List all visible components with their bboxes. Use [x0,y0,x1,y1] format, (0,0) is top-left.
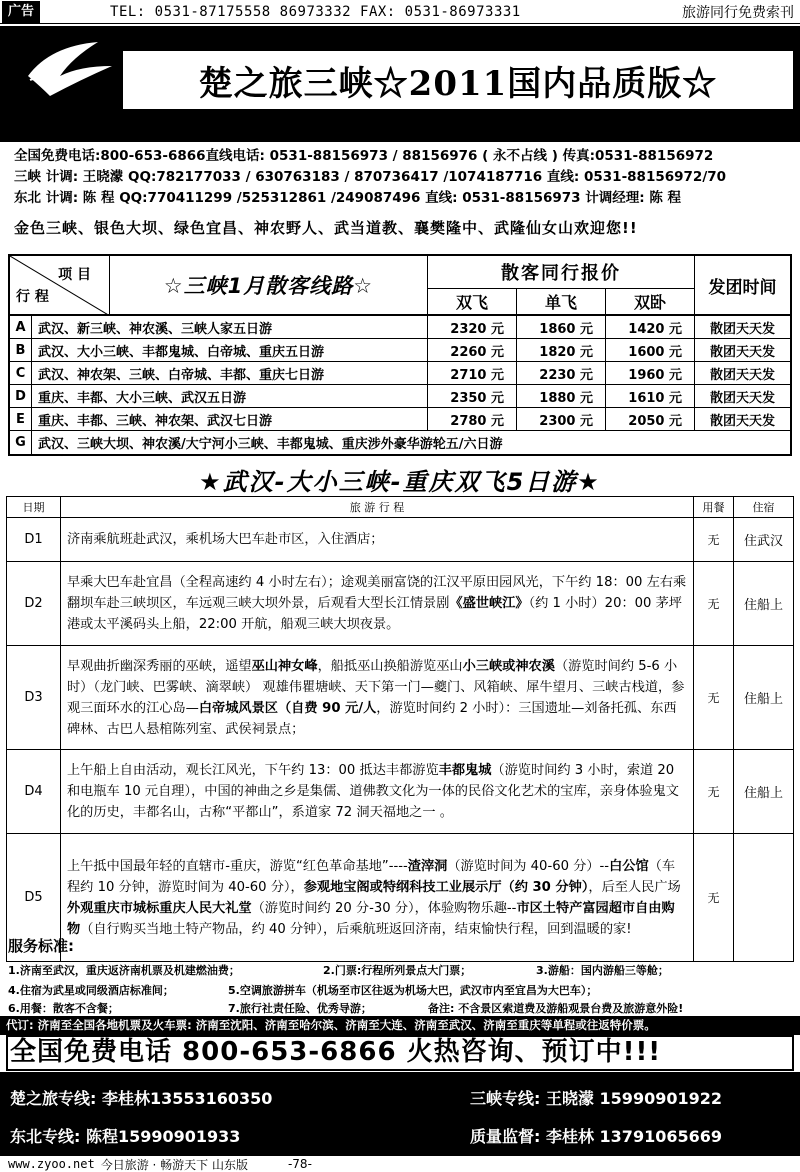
contact-quality: 质量监督: 李桂林 13791065669 [470,1127,723,1146]
route-row [10,431,790,454]
meal: 无 [694,834,734,962]
route-code: G [10,431,32,454]
corner-item-label: 项 目 [58,267,91,283]
free-catalog-label: 旅游同行免费索刊 [682,4,794,21]
meal: 无 [694,518,734,562]
banner-title: 楚之旅三峡☆2011国内品质版☆ [120,48,796,112]
itinerary-table [6,496,794,962]
day-label: D2 [7,562,61,646]
itinerary-row [7,834,794,962]
route-name: 武汉、新三峡、神农溪、三峡人家五日游 [32,316,428,338]
price-double-sleeper: 2050 元 [606,408,695,430]
route-code: D [10,385,32,407]
publication-tag: 今日旅游 · 畅游天下 山东版 [100,1157,248,1172]
day-description: 上午抵中国最年轻的直辖市-重庆，游览“红色革命基地”----渣滓洞（游览时间为 40-60 分）--白公馆（车程约 10 分钟，游览时间为 40-60 分），参观地宝阁或特纲科技工业展示厅（约 30 分钟），后至人民广场外观重庆市城标重庆人民大礼堂（游览时间约 20 分-30 分），体验购物乐趣--市区土特产富园超市自由购物（自行购买当地土特产物品，约 40 分钟），后乘航班返回济南，结束愉快行程，回到温暖的家! [61,834,694,962]
day-description: 早乘大巴车赴宜昌（全程高速约 4 小时左右）；途观美丽富饶的江汉平原田园风光，下午约 18：00 左右乘翻坝车赴三峡坝区，车远观三峡大坝外景，后观看大型长江情景剧《盛世峡江》（约 1 小时）20：00 茅坪港或太平溪码头上船，22:00 开航，船观三峡大坝夜景。 [61,562,694,646]
col-single-flight: 单飞 [517,289,606,314]
price-single-flight: 1880 元 [517,385,606,407]
route-row [10,385,790,408]
price-double-sleeper: 1600 元 [606,339,695,361]
route-code: C [10,362,32,384]
day-description: 上午船上自由活动，观长江风光，下午约 13：00 抵达丰都游览丰都鬼城（游览时间约 3 小时，索道 20 和电瓶车 10 元自理），中国的神曲之乡是集儒、道佛教文化为一体的民俗文化艺术的宝库，亲身体验鬼文化的历史，丰都名山，古称“平都山”，系道家 72 洞天福地之一 。 [61,750,694,834]
meal: 无 [694,646,734,750]
agent-booking-bar: 代订: 济南至全国各地机票及火车票: 济南至沈阳、济南至哈尔滨、济南至大连、济南至武汉、济南至重庆等单程或往返特价票。 [0,1016,800,1035]
price-header-group [428,256,695,314]
price-double-sleeper: 1420 元 [606,316,695,338]
top-bar [0,0,800,24]
day-description: 早观曲折幽深秀丽的巫峡，遥望巫山神女峰，船抵巫山换船游览巫山小三峡或神农溪（游览时间约 5-6 小时）（龙门峡、巴雾峡、滴翠峡） 观雄伟瞿塘峡、天下第一门—夔门、风箱峡、犀牛望月、三峡古栈道，参观三面环水的江心岛—白帝城风景区（自费 90 元/人，游览时间约 2 小时）：三国遗址—刘备托孤、东西碑林、古巴人悬棺陈列室、武侯祠景点； [61,646,694,750]
day-label: D3 [7,646,61,750]
route-name: 武汉、神农架、三峡、白帝城、丰都、重庆七日游 [32,362,428,384]
itinerary-row [7,562,794,646]
route-name: 重庆、丰都、三峡、神农架、武汉七日游 [32,408,428,430]
day-label: D1 [7,518,61,562]
route-code: A [10,316,32,338]
contact-northeast: 东北专线: 陈程15990901933 [10,1127,241,1146]
route-name: 重庆、丰都、大小三峡、武汉五日游 [32,385,428,407]
route-code: B [10,339,32,361]
header-itinerary: 旅 游 行 程 [61,497,694,518]
depart-time: 散团天天发 [709,367,775,383]
route-row [10,362,790,385]
price-single-flight: 1860 元 [517,316,606,338]
price-header: 散客同行报价 [428,256,694,289]
price-single-flight: 2230 元 [517,362,606,384]
service-item: 7.旅行社责任险、优秀导游； [228,1002,372,1015]
service-row [8,982,792,998]
meal: 无 [694,750,734,834]
day-label: D4 [7,750,61,834]
col-double-sleeper: 双卧 [633,293,666,312]
welcome-slogan: 金色三峡、银色大坝、绿色宜昌、神农野人、武当道教、襄樊隆中、武隆仙女山欢迎您!! [14,219,638,237]
company-logo [20,36,120,132]
depart-time: 散团天天发 [709,321,775,337]
price-double-sleeper: 1960 元 [606,362,695,384]
contact-chuzhilv: 楚之旅专线: 李桂林13553160350 [10,1089,273,1108]
route-name: 武汉、大小三峡、丰都鬼城、白帝城、重庆五日游 [32,339,428,361]
itinerary-row [7,518,794,562]
price-double-sleeper: 1610 元 [606,385,695,407]
meal: 无 [694,562,734,646]
route-row [10,339,790,362]
stay: 住船上 [734,562,794,646]
ad-label: 广告 [2,1,40,23]
page-number: -78- [287,1157,312,1171]
page-footer [0,1156,800,1172]
depart-time: 散团天天发 [709,344,775,360]
stay: 住船上 [734,646,794,750]
banner [0,26,800,142]
website-link[interactable]: www.zyoo.net [8,1157,95,1171]
service-note: 备注: 不含景区索道费及游船观景台费及旅游意外险! [428,1002,684,1015]
price-double-flight: 2780 元 [428,408,517,430]
day-description: 济南乘航班赴武汉，乘机场大巴车赴市区，入住酒店； [61,518,694,562]
price-single-flight: 2300 元 [517,408,606,430]
itinerary-row [7,750,794,834]
hotline-banner: 全国免费电话 800-653-6866 火热咨询、预订中!!! [6,1035,794,1071]
service-standard-title: 服务标准: [8,937,74,955]
price-double-flight: 2710 元 [428,362,517,384]
service-item: 3.游船：国内游船三等舱； [536,964,669,977]
service-item: 4.住宿为武星或同级酒店标准间； [8,984,174,997]
service-row [8,1000,792,1016]
col-double-flight: 双飞 [428,289,517,314]
top-contact: TEL: 0531-87175558 86973332 FAX: 0531-86973331 [110,3,521,20]
depart-time: 散团天天发 [709,390,775,406]
stay: 住船上 [734,750,794,834]
depart-header: 发团时间 [708,277,777,298]
route-price-table [8,254,792,456]
service-item: 5.空调旅游拼车（机场至市区往返为机场大巴，武汉市内至宜昌为大巴车）； [228,984,598,997]
header-corner [10,256,110,314]
corner-route-label: 行 程 [16,289,49,305]
contact-block [14,146,794,209]
stay: 住武汉 [734,518,794,562]
route-name: 武汉、三峡大坝、神农溪/大宁河小三峡、丰都鬼城、重庆涉外豪华游轮五/六日游 [38,437,503,452]
route-row [10,316,790,339]
itinerary-row [7,646,794,750]
day-label: D5 [7,834,61,962]
service-row [8,962,792,978]
depart-time: 散团天天发 [709,413,775,429]
footer-contacts [0,1072,800,1156]
contact-line: 全国免费电话:800-653-6866直线电话: 0531-88156973 / 88156976 ( 永不占线 ) 传真:0531-88156972 [14,148,714,164]
service-item: 1.济南至武汉，重庆返济南机票及机建燃油费； [8,964,240,977]
service-item: 2.门票:行程所列景点大门票； [323,964,472,977]
route-table-title: ☆三峡1月散客线路☆ [110,256,428,314]
contact-line: 东北 计调: 陈 程 QQ:770411299 /525312861 /249087496 直线: 0531-88156973 计调经理: 陈 程 [14,190,682,206]
price-single-flight: 1820 元 [517,339,606,361]
route-code: E [10,408,32,430]
swallow-logo-icon [20,36,120,132]
stay [734,834,794,962]
header-stay: 住宿 [734,497,794,518]
price-double-flight: 2260 元 [428,339,517,361]
service-item: 6.用餐：散客不含餐； [8,1002,119,1015]
contact-line: 三峡 计调: 王晓濛 QQ:782177033 / 630763183 / 870736417 /1074187716 直线: 0531-88156972/70 [14,169,727,185]
price-double-flight: 2350 元 [428,385,517,407]
header-meal: 用餐 [694,497,734,518]
tour-title: ★武汉-大小三峡-重庆双飞5日游★ [199,468,601,496]
header-day: 日期 [7,497,61,518]
itinerary-header-row [7,497,794,518]
route-table-header [10,256,790,316]
price-double-flight: 2320 元 [428,316,517,338]
route-row [10,408,790,431]
contact-three-gorges: 三峡专线: 王晓濛 15990901922 [470,1089,723,1108]
